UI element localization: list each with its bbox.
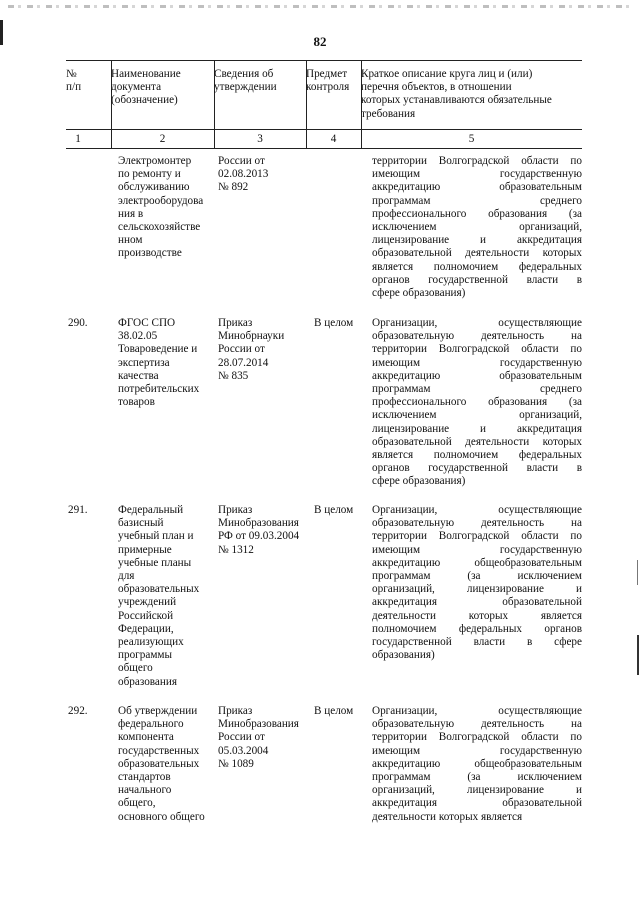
description-line: образования) [372,649,435,662]
scan-edge-mark-right [637,635,639,675]
description-line: территории Волгоградской области по [372,343,582,356]
description-line: аккредитация образовательной [372,797,582,810]
description-line: имеющим государственную [372,744,582,757]
row-description [372,155,582,300]
description-line: Организации, осуществляющие [372,705,582,717]
description-line: Организации, осуществляющие [372,317,582,329]
header-document-name: Наименование документа (обозначение) [111,68,181,107]
description-line: органов государственной власти в [372,273,582,286]
row-number: 290. [68,317,88,329]
header-number: № п/п [66,68,82,94]
row-control-subject: В целом [314,504,354,516]
description-line: имеющим государственную [372,168,582,181]
description-line: сфере образования) [372,286,466,299]
row-document-name: Федеральный базисный учебный план и примерные учебные планы для образовательных учреждений Российской Федерации, реализующих программы общего образования [118,504,200,688]
description-line: является полномочием федеральных [372,260,582,273]
column-numbers-bottom-border [66,148,582,149]
row-document-name: Электромонтер по ремонту и обслуживанию электрооборудова ния в сельскохозяйстве нном производстве [118,155,204,260]
row-control-subject: В целом [314,317,354,329]
description-line: программам среднего [372,194,582,207]
description-line: лицензирование и аккредитация [372,422,582,435]
page-number: 82 [313,34,327,49]
row-description [372,504,582,662]
row-approval-info: Приказ Минобразования России от 05.03.2004 № 1089 [218,705,299,770]
description-line: профессионального образования (за [372,396,582,409]
description-line: государственной власти в сфере [372,635,582,648]
description-line: исключением организаций, [372,409,582,422]
description-line: образовательной деятельности которых [372,435,582,448]
description-line: программам среднего [372,382,582,395]
description-line: территории Волгоградской области по [372,155,582,167]
header-approval-info: Сведения об утверждении [214,68,277,94]
row-control-subject: В целом [314,705,354,717]
row-description [372,317,582,488]
description-line: имеющим государственную [372,543,582,556]
description-line: организаций, лицензирование и [372,784,582,797]
description-line: образовательной деятельности которых [372,247,582,260]
description-line: территории Волгоградской области по [372,731,582,744]
description-line: деятельности которых является [372,609,582,622]
row-approval-info: России от 02.08.2013 № 892 [218,155,269,194]
description-line: организаций, лицензирование и [372,583,582,596]
row-document-name: ФГОС СПО 38.02.05 Товароведение и экспертиза качества потребительских товаров [118,317,200,409]
table-top-border [66,60,582,61]
description-line: сфере образования) [372,475,466,488]
column-number-2: 2 [159,133,166,145]
description-line: аккредитация образовательной [372,596,582,609]
description-line: профессионального образования (за [372,207,582,220]
description-line: аккредитацию общеобразовательным [372,556,582,569]
column-number-5: 5 [468,133,475,145]
column-number-4: 4 [330,133,337,145]
description-line: полномочием федеральных органов [372,622,582,635]
scan-edge-mark-right-small [637,560,638,585]
row-number: 291. [68,504,88,516]
scan-noise-top [8,5,633,8]
description-line: Организации, осуществляющие [372,504,582,516]
description-line: программам (за исключением [372,569,582,582]
header-bottom-border [66,129,582,130]
description-line: образовательную деятельность на [372,718,582,731]
header-description: Краткое описание круга лиц и (или) перечня объектов, в отношении которых устанавливаются обязательные требования [361,68,552,120]
description-line: имеющим государственную [372,356,582,369]
row-approval-info: Приказ Минобразования РФ от 09.03.2004 № 1312 [218,504,300,556]
description-line: программам (за исключением [372,770,582,783]
description-line: органов государственной власти в [372,462,582,475]
column-number-1: 1 [75,133,81,145]
description-line: исключением организаций, [372,220,582,233]
description-line: аккредитацию образовательным [372,181,582,194]
row-approval-info: Приказ Минобрнауки России от 28.07.2014 № 835 [218,317,285,382]
row-description [372,705,582,824]
header-control-subject: Предмет контроля [306,68,350,94]
description-line: образовательную деятельность на [372,330,582,343]
description-line: лицензирование и аккредитация [372,234,582,247]
description-line: деятельности которых является [372,810,523,823]
description-line: образовательную деятельность на [372,517,582,530]
row-number: 292. [68,705,88,717]
description-line: является полномочием федеральных [372,448,582,461]
description-line: аккредитацию общеобразовательным [372,757,582,770]
row-document-name: Об утверждении федерального компонента государственных образовательных стандартов начального общего, основного общего [118,705,205,823]
column-number-3: 3 [257,133,263,145]
description-line: аккредитацию образовательным [372,369,582,382]
description-line: территории Волгоградской области по [372,530,582,543]
